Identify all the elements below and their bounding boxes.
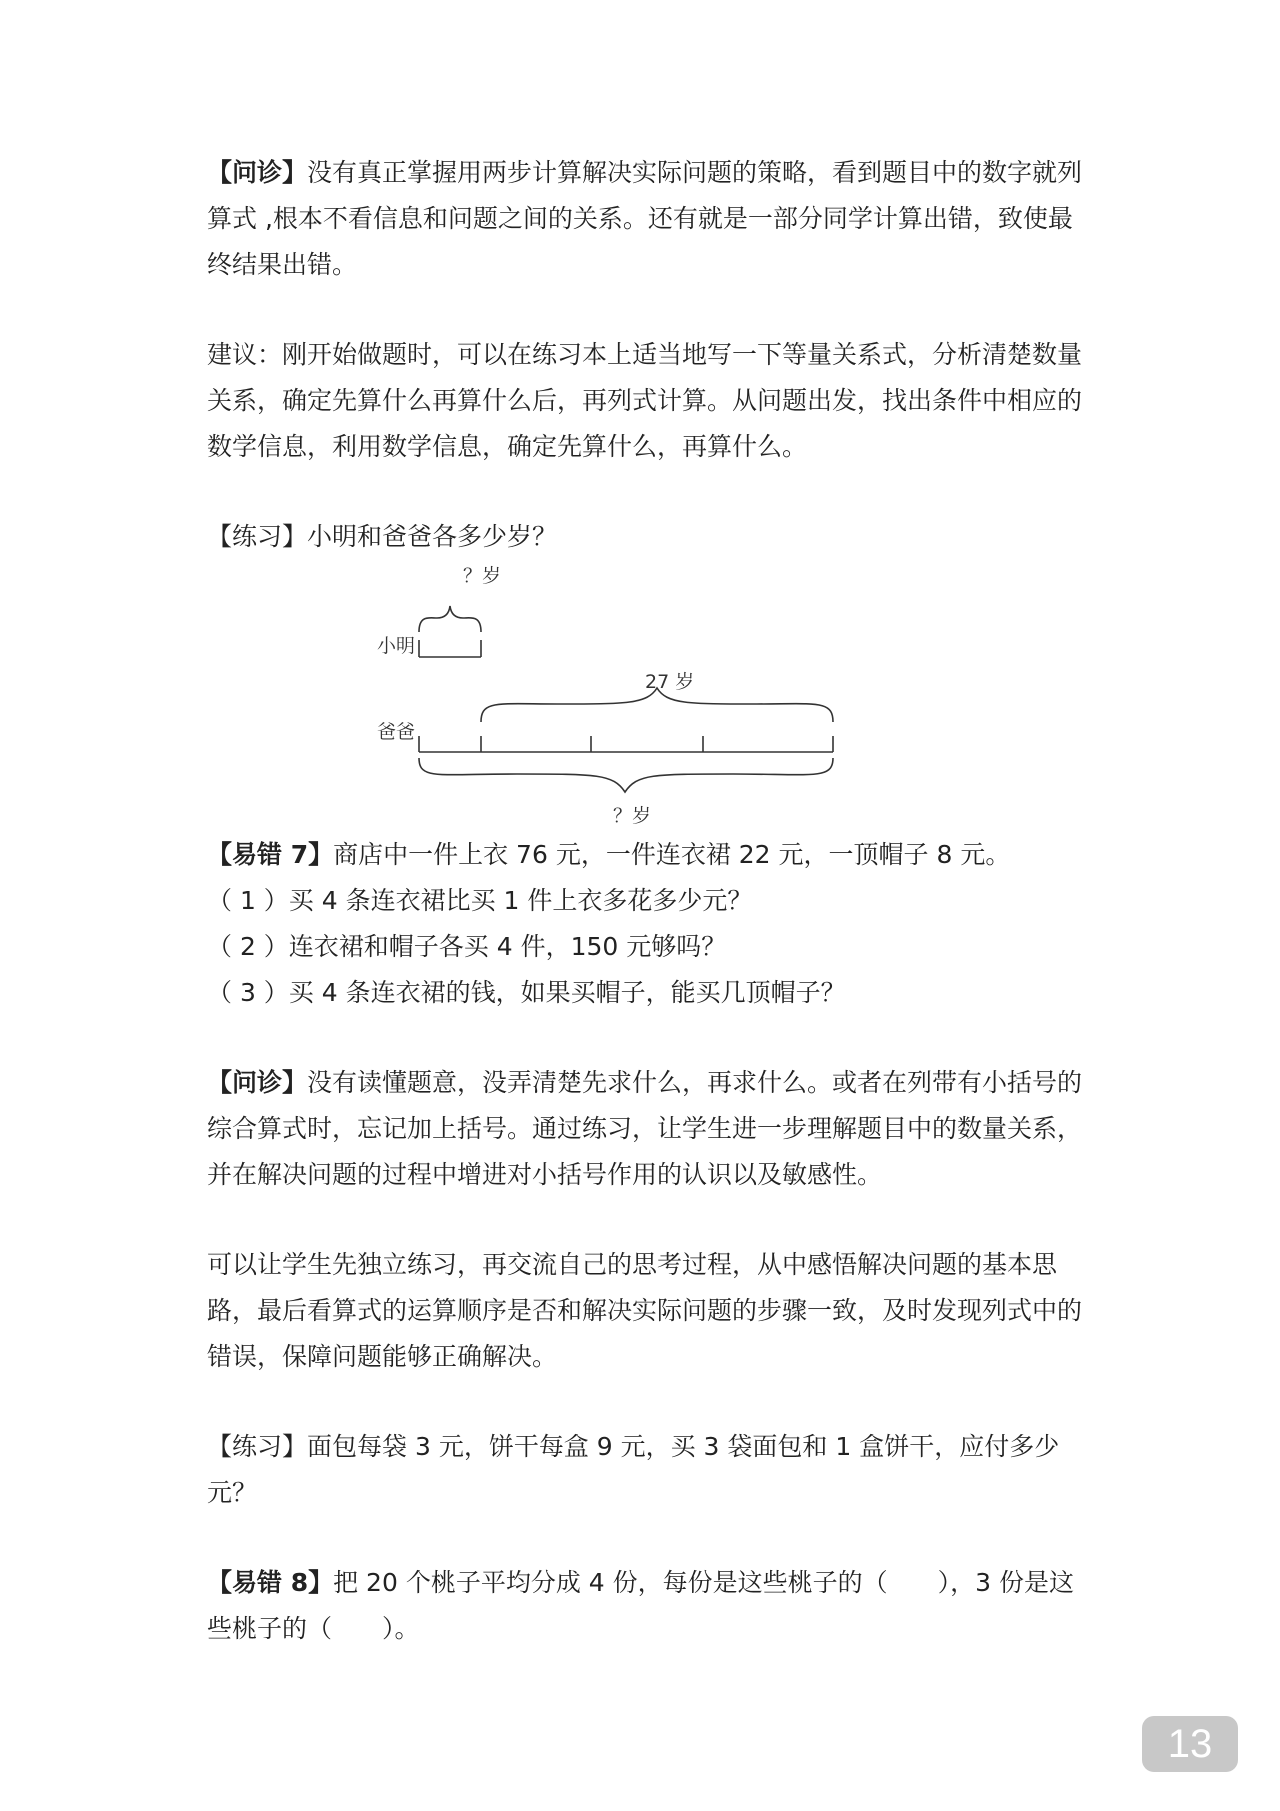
practice-paragraph-1 (207, 514, 1087, 560)
diagnosis-tag-2: 【问诊】 (207, 1068, 308, 1097)
practice-text-2: 面包每袋 3 元，饼干每盒 9 元，买 3 袋面包和 1 盒饼干，应付多少元？ (207, 1432, 1060, 1507)
baba-27-label: 27 岁 (645, 671, 695, 693)
error-7-title (207, 832, 1087, 878)
error-8-tag: 【易错 8】 (207, 1568, 334, 1597)
diagnosis-tag: 【问诊】 (207, 158, 308, 187)
diagnosis-text-2: 没有读懂题意，没弄清楚先求什么，再求什么。或者在列带有小括号的综合算式时，忘记加上括号。通过练习，让学生进一步理解题目中的数量关系，并在解决问题的过程中增进对小括号作用的认识以及敏感性。 (207, 1068, 1083, 1189)
baba-label: 爸爸 (377, 721, 416, 743)
practice-text: 小明和爸爸各多少岁？ (307, 522, 558, 551)
error-8-paragraph (207, 1560, 1087, 1652)
error-7-text: 商店中一件上衣 76 元，一件连衣裙 22 元，一顶帽子 8 元。 (333, 840, 1011, 869)
practice-paragraph-2 (207, 1424, 1087, 1516)
error-7-question-2: （ 2 ）连衣裙和帽子各买 4 件，150 元够吗？ (207, 932, 727, 961)
baba-bottom-brace (419, 758, 833, 792)
xiaoming-label: 小明 (377, 635, 416, 657)
page-content (207, 150, 1087, 1652)
diagnosis-paragraph-2 (207, 1060, 1087, 1198)
error-7-question-3: （ 3 ）买 4 条连衣裙的钱，如果买帽子，能买几顶帽子？ (207, 978, 846, 1007)
suggestion-paragraph-2: 可以让学生先独立练习，再交流自己的思考过程，从中感悟解决问题的基本思路，最后看算式的运算顺序是否和解决实际问题的步骤一致，及时发现列式中的错误，保障问题能够正确解决。 (207, 1250, 1083, 1371)
practice-tag-2: 【练习】 (207, 1432, 308, 1461)
xiaoming-question-label: ？岁 (463, 565, 502, 587)
error-8-text: 把 20 个桃子平均分成 4 份，每份是这些桃子的（ ），3 份是这些桃子的（ ）。 (207, 1568, 1074, 1643)
xiaoming-top-brace (419, 606, 481, 632)
diagnosis-text: 没有真正掌握用两步计算解决实际问题的策略，看到题目中的数字就列算式 ,根本不看信息和问题之间的关系。还有就是一部分同学计算出错，致使最终结果出错。 (207, 158, 1083, 279)
age-diagram-svg (377, 560, 917, 832)
diagnosis-paragraph-1 (207, 150, 1087, 288)
error-7-tag: 【易错 7】 (207, 840, 334, 869)
age-line-diagram (207, 560, 1087, 832)
baba-question-label: ？岁 (613, 805, 652, 827)
error-7-question-1: （ 1 ）买 4 条连衣裙比买 1 件上衣多花多少元？ (207, 886, 753, 915)
suggestion-paragraph-1: 建议：刚开始做题时，可以在练习本上适当地写一下等量关系式，分析清楚数量关系，确定先算什么再算什么后，再列式计算。从问题出发，找出条件中相应的数学信息，利用数学信息，确定先算什么，再算什么。 (207, 340, 1083, 461)
baba-top-brace (481, 688, 833, 722)
practice-tag: 【练习】 (207, 522, 308, 551)
page-number-badge: 13 (1142, 1716, 1238, 1772)
